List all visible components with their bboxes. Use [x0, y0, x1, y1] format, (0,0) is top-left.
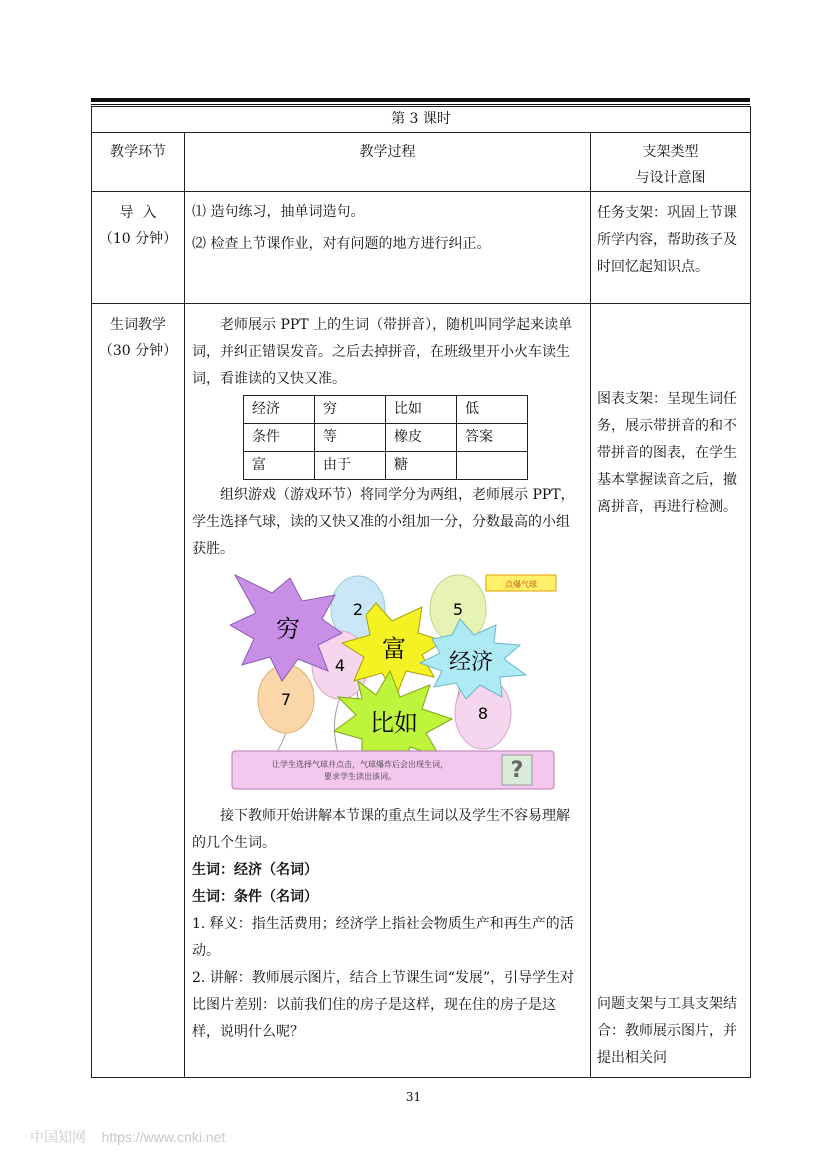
instruction-line-1: 让学生选择气球并点击，气球爆炸后会出现生词，: [272, 760, 448, 769]
header-support-line1: 支架类型: [642, 144, 699, 160]
top-rule-thick: [91, 98, 750, 102]
balloon-number: 5: [452, 600, 464, 619]
stage-intro-name: 导 入: [119, 205, 157, 221]
vocab-cell: 经济: [244, 396, 315, 424]
lesson-title: 第 3 课时: [92, 107, 751, 133]
balloon-number: 2: [352, 600, 364, 619]
vocab-cell: 低: [457, 396, 528, 424]
vocab-cell: 穷: [315, 396, 386, 424]
page-number: 31: [405, 1090, 422, 1104]
header-process: 教学过程: [185, 133, 591, 192]
support-intro: 任务支架：巩固上节课所学内容，帮助孩子及时回忆起知识点。: [591, 192, 751, 304]
vocab-cell: 条件: [244, 424, 315, 452]
process-vocab: [185, 304, 591, 1078]
balloon-number: 7: [280, 690, 292, 709]
vocab-cell: 等: [315, 424, 386, 452]
process-intro: [185, 192, 591, 304]
header-stage: 教学环节: [92, 133, 185, 192]
burst-word: 富: [382, 635, 406, 663]
balloon-string: [334, 698, 340, 753]
vocab-intro-paragraph: 老师展示 PPT 上的生词（带拼音），随机叫同学起来读单词，并纠正错误发音。之后去掉拼音，在班级里开小火车读生词，看谁读的又快又准。: [192, 317, 573, 387]
explain-paragraph: 接下教师开始讲解本节课的重点生词以及学生不容易理解的几个生词。: [192, 808, 570, 851]
vocab-cell: 富: [244, 452, 315, 480]
stage-intro: [92, 192, 185, 304]
balloon-game-svg: [230, 573, 560, 795]
vocab-row: [244, 396, 528, 424]
vocab-cell: 答案: [457, 424, 528, 452]
stage-vocab-name: 生词教学: [110, 317, 166, 333]
game-paragraph: 组织游戏（游戏环节）将同学分为两组，老师展示 PPT，学生选择气球，读的又快又准的小组加一分，分数最高的小组获胜。: [192, 487, 575, 557]
header-support: [591, 133, 751, 192]
support-question-scaffold: 问题支架与工具支架结合：教师展示图片，并提出相关问: [597, 996, 737, 1066]
burst-word: 穷: [276, 615, 300, 643]
vocab-cell: 糖: [386, 452, 457, 480]
balloon-number: 4: [334, 656, 346, 675]
balloon-game-illustration: [230, 573, 560, 795]
vocab-cell: 橡皮: [386, 424, 457, 452]
lesson-plan-table: [91, 106, 751, 1078]
vocab-table: [243, 395, 528, 480]
definition-item-1: 1. 释义：指生活费用；经济学上指社会物质生产和再生产的活动。: [192, 916, 574, 959]
game-title-text: 点爆气球: [505, 580, 537, 589]
stage-vocab-time: （30 分钟）: [98, 343, 178, 359]
burst-word: 比如: [370, 709, 418, 737]
vocab-row: [244, 452, 528, 480]
stage-vocab: [92, 304, 185, 1078]
intro-step-1: ⑴ 造句练习，抽单词造句。: [192, 204, 365, 220]
burst-word: 经济: [448, 650, 494, 675]
top-rule-thin: [91, 104, 750, 105]
balloon-number: 8: [477, 704, 489, 723]
intro-step-2: ⑵ 检查上节课作业，对有问题的地方进行纠正。: [192, 236, 491, 252]
vocab-cell: [457, 452, 528, 480]
support-vocab: [591, 304, 751, 1078]
keyword-heading-2: 生词：条件（名词）: [192, 889, 318, 905]
keyword-heading-1: 生词：经济（名词）: [192, 862, 318, 878]
support-chart-scaffold: 图表支架：呈现生词任务，展示带拼音的和不带拼音的图表，在学生基本掌握读音之后，撤离拼音，再进行检测。: [597, 391, 737, 515]
vocab-cell: 比如: [386, 396, 457, 424]
vocab-cell: 由于: [315, 452, 386, 480]
header-support-line2: 与设计意图: [635, 170, 706, 186]
help-icon: ?: [510, 758, 524, 783]
instruction-line-2: 要求学生读出该词。: [324, 772, 396, 781]
definition-item-2: 2. 讲解：教师展示图片，结合上节课生词“发展”，引导学生对比图片差别：以前我们住的房子是这样，现在住的房子是这样，说明什么呢？: [192, 970, 575, 1040]
stage-intro-time: （10 分钟）: [98, 231, 178, 247]
vocab-row: [244, 424, 528, 452]
cnki-watermark: 中国知网 https://www.cnki.net: [30, 1129, 226, 1145]
